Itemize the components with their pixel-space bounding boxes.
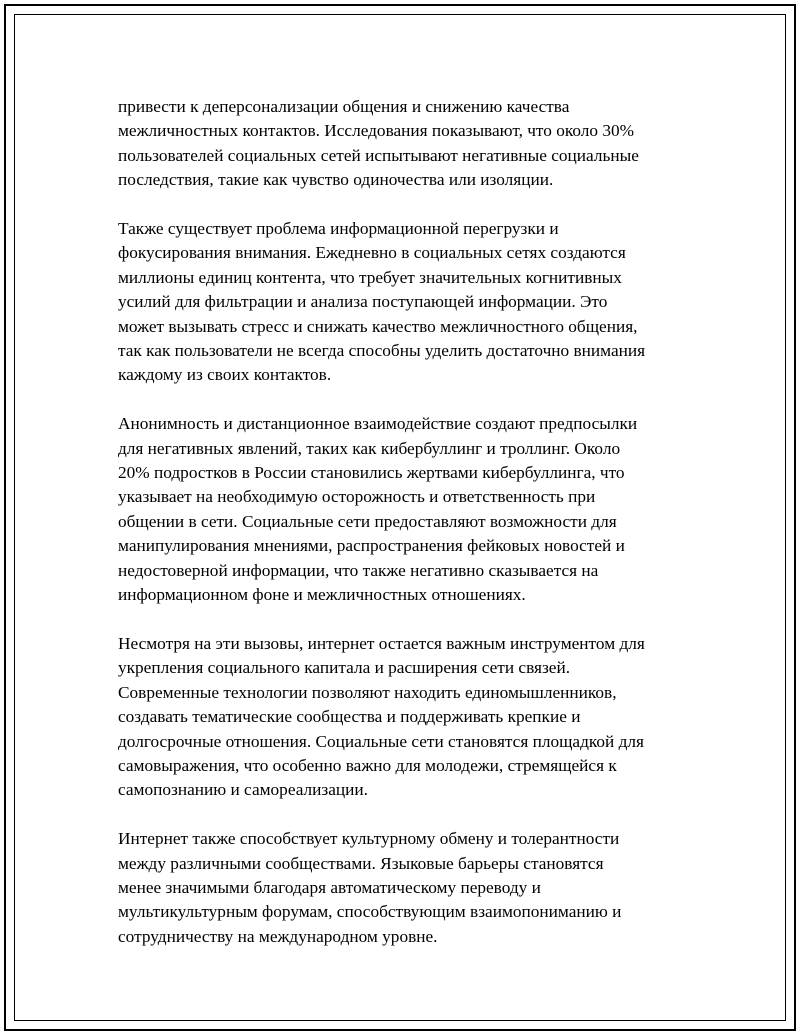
paragraph (118, 412, 698, 607)
paragraph (118, 632, 698, 803)
text-line: Современные технологии позволяют находить единомышленников, (118, 682, 617, 702)
text-line: создавать тематические сообщества и поддерживать крепкие и (118, 707, 581, 727)
text-line: долгосрочные отношения. Социальные сети становятся площадкой для (118, 731, 644, 751)
text-line: фокусирования внимания. Ежедневно в социальных сетях создаются (118, 243, 626, 263)
text-line: Также существует проблема информационной перегрузки и (118, 219, 559, 239)
text-line: мультикультурным форумам, способствующим взаимопониманию и (118, 902, 622, 922)
text-line: манипулирования мнениями, распространения фейковых новостей и (118, 536, 625, 556)
text-line: Интернет также способствует культурному обмену и толерантности (118, 829, 620, 849)
text-line: для негативных явлений, таких как кибербуллинг и троллинг. Около (118, 438, 621, 458)
text-line: общении в сети. Социальные сети предоставляют возможности для (118, 511, 617, 531)
text-line: указывает на необходимую осторожность и ответственность при (118, 487, 596, 507)
text-line: так как пользователи не всегда способны уделить достаточно внимания (118, 341, 646, 361)
text-line: привести к деперсонализации общения и снижению качества (118, 97, 570, 116)
paragraph (118, 827, 698, 949)
text-line: каждому из своих контактов. (118, 365, 332, 385)
text-line: может вызывать стресс и снижать качество межличностного общения, (118, 316, 638, 336)
text-line: недостоверной информации, что также негативно сказывается на (118, 560, 599, 580)
text-line: Несмотря на эти вызовы, интернет остается важным инструментом для (118, 633, 645, 653)
text-line: между различными сообществами. Языковые барьеры становятся (118, 853, 604, 873)
text-line: миллионы единиц контента, что требует значительных когнитивных (118, 267, 622, 287)
text-line: самопознанию и самореализации. (118, 780, 368, 800)
paragraph (118, 217, 698, 388)
text-line: самовыражения, что особенно важно для молодежи, стремящейся к (118, 755, 617, 775)
text-line: межличностных контактов. Исследования показывают, что около 30% (118, 121, 635, 141)
text-line: информационном фоне и межличностных отношениях. (118, 585, 526, 605)
text-line: Анонимность и дистанционное взаимодействие создают предпосылки (118, 414, 638, 434)
document-body (118, 95, 698, 974)
text-line: сотрудничеству на международном уровне. (118, 926, 438, 946)
text-line: укрепления социального капитала и расширения сети связей. (118, 658, 571, 678)
text-line: пользователей социальных сетей испытывают негативные социальные (118, 145, 639, 165)
paragraph (118, 95, 698, 193)
text-line: усилий для фильтрации и анализа поступающей информации. Это (118, 292, 608, 312)
text-line: последствия, такие как чувство одиночества или изоляции. (118, 170, 554, 190)
text-line: менее значимыми благодаря автоматическому переводу и (118, 877, 541, 897)
text-line: 20% подростков в России становились жертвами кибербуллинга, что (118, 463, 625, 483)
